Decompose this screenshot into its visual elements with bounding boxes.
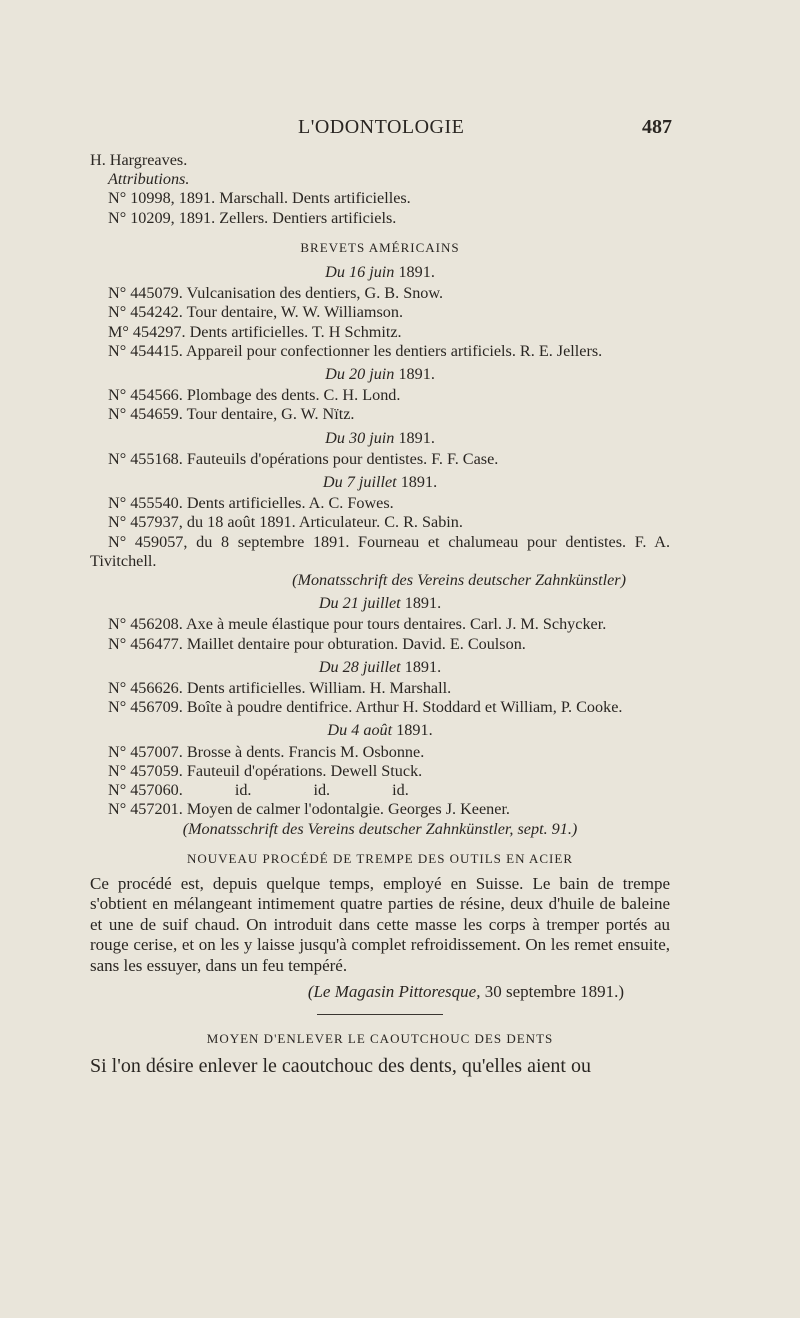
- date-year: 1891.: [394, 365, 435, 384]
- patent-entry: N° 456709. Boîte à poudre dentifrice. Arthur H. Stoddard et William, P. Cooke.: [108, 698, 623, 717]
- patent-entry: N° 456208. Axe à meule élastique pour tours dentaires. Carl. J. M. Schycker.: [108, 615, 607, 634]
- section-heading: NOUVEAU PROCÉDÉ DE TREMPE DES OUTILS EN ACIER: [186, 850, 573, 866]
- date-text: Du 28 juillet: [318, 657, 401, 676]
- patent-entry: N° 454415. Appareil pour confectionner les dentiers artificiels. R. E. Jellers.: [108, 341, 603, 360]
- section-heading: BREVETS AMÉRICAINS: [300, 239, 460, 255]
- patent-entry: N° 457007. Brosse à dents. Francis M. Osbonne.: [108, 742, 425, 761]
- source-date: 30 septembre 1891.): [480, 982, 624, 1002]
- date-year: 1891.: [394, 263, 435, 282]
- date-year: 1891.: [394, 428, 435, 447]
- patent-entry: N° 10209, 1891. Zellers. Dentiers artificiels.: [108, 208, 397, 227]
- paragraph: Ce procédé est, depuis quelque temps, employé en Suisse. Le bain de trempe s'obtient en mélangeant intimement quatre parties de résine, deux d'huile de baleine et une de suif chaud. On introduit dans cette masse les corps à tremper portés au rouge cerise, et on les y laisse jusqu'à complet refroidissement. On les remet ensuite, sans les essuyer, dans un feu tempéré.: [90, 873, 670, 975]
- date-text: Du 16 juin: [325, 263, 395, 282]
- patent-entry: N° 455168. Fauteuils d'opérations pour dentistes. F. F. Case.: [108, 449, 499, 468]
- journal-title: L'ODONTOLOGIE: [298, 116, 465, 138]
- section-heading: MOYEN D'ENLEVER LE CAOUTCHOUC DES DENTS: [206, 1030, 554, 1046]
- date-year: 1891.: [400, 594, 442, 613]
- date-year: 1891.: [400, 657, 442, 676]
- date-text: Du 4 août: [327, 721, 393, 740]
- ditto-mark: id.: [392, 781, 409, 800]
- patent-entry: N° 457201. Moyen de calmer l'odontalgie. Georges J. Keener.: [108, 800, 510, 819]
- date-heading: [90, 721, 670, 740]
- date-text: Du 20 juin: [325, 365, 395, 384]
- date-heading: [90, 365, 670, 384]
- date-text: Du 21 juillet: [318, 594, 401, 613]
- date-heading: [90, 594, 670, 613]
- source-citation: (Monatsschrift des Vereins deutscher Zahnkünstler): [292, 571, 626, 590]
- patent-entry: N° 457937, du 18 août 1891. Articulateur. C. R. Sabin.: [108, 513, 463, 532]
- date-text: Du 30 juin: [325, 428, 395, 447]
- patent-entry: N° 445079. Vulcanisation des dentiers, G. B. Snow.: [108, 284, 444, 303]
- ditto-mark: id.: [234, 781, 252, 800]
- source-title: (Le Magasin Pittoresque,: [307, 982, 481, 1002]
- divider-rule: [317, 1014, 443, 1015]
- page-body: [90, 151, 670, 1078]
- date-heading: [90, 263, 670, 282]
- patent-entry: [90, 781, 670, 800]
- paragraph-start: Si l'on désire enlever le caoutchouc des dents, qu'elles aient ou: [90, 1054, 591, 1077]
- date-year: 1891.: [392, 721, 433, 740]
- page-number: 487: [642, 116, 672, 138]
- ditto-mark: id.: [313, 781, 331, 800]
- text-line: H. Hargreaves.: [90, 151, 188, 169]
- patent-entry: N° 454659. Tour dentaire, G. W. Nïtz.: [108, 405, 355, 424]
- date-year: 1891.: [396, 473, 438, 492]
- subheading: Attributions.: [108, 170, 190, 189]
- patent-entry: N° 456477. Maillet dentaire pour obturation. David. E. Coulson.: [108, 634, 526, 653]
- date-heading: [90, 473, 670, 492]
- date-heading: [90, 429, 670, 448]
- date-text: Du 7 juillet: [322, 473, 397, 492]
- patent-entry: N° 10998, 1891. Marschall. Dents artificielles.: [108, 189, 411, 208]
- patent-entry: N° 457059. Fauteuil d'opérations. Dewell Stuck.: [108, 761, 423, 780]
- source-citation: [90, 982, 670, 1001]
- patent-number: N° 457060.: [108, 781, 183, 800]
- patent-entry: N° 459057, du 8 septembre 1891. Fourneau et chalumeau pour dentistes. F. A. Tivitchell.: [90, 532, 670, 570]
- patent-entry: M° 454297. Dents artificielles. T. H Schmitz.: [108, 322, 402, 341]
- patent-entry: N° 454242. Tour dentaire, W. W. Williamson.: [108, 303, 403, 322]
- date-heading: [90, 658, 670, 677]
- patent-entry: N° 454566. Plombage des dents. C. H. Lond.: [108, 386, 401, 405]
- patent-entry: N° 455540. Dents artificielles. A. C. Fowes.: [108, 494, 394, 513]
- source-citation: (Monatsschrift des Vereins deutscher Zahnkünstler, sept. 91.): [182, 819, 578, 838]
- patent-entry: N° 456626. Dents artificielles. William. H. Marshall.: [108, 679, 452, 698]
